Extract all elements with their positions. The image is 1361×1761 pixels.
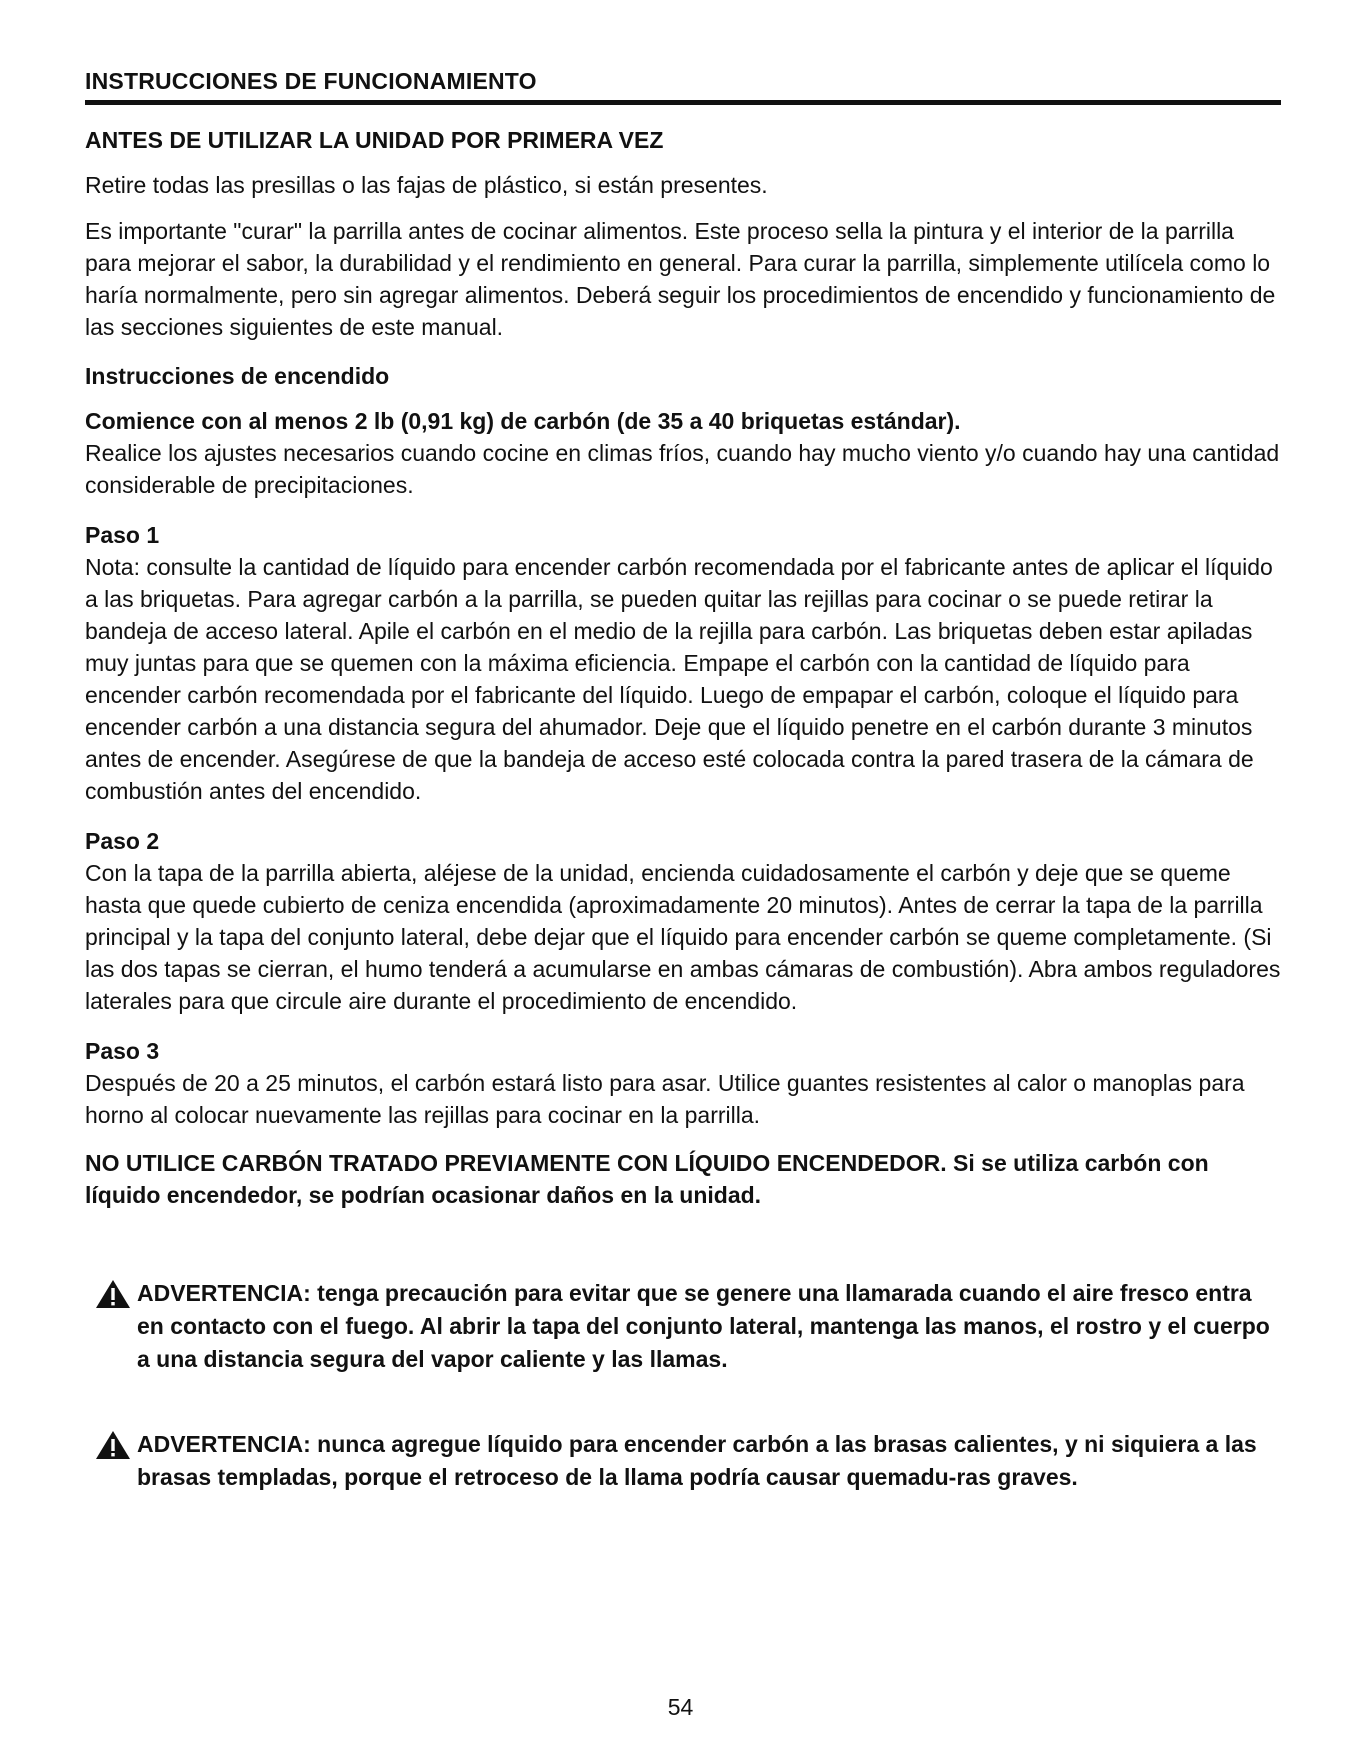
- document-page: [85, 68, 1281, 1494]
- ignition-title: Instrucciones de encendido: [85, 363, 390, 389]
- step-2-title: Paso 2: [85, 828, 160, 854]
- section-title: ANTES DE UTILIZAR LA UNIDAD POR PRIMERA VEZ: [85, 127, 664, 153]
- page-header: INSTRUCCIONES DE FUNCIONAMIENTO: [85, 68, 537, 94]
- section-paragraph-2: Es importante "curar" la parrilla antes de cocinar alimentos. Este proceso sella la pintura y el interior de la parrilla para mejorar el sabor, la durabilidad y el rendimiento en general. Para curar la parrilla, simplemente utilícela como lo haría normalmente, pero sin agregar alimentos. Deberá seguir los procedimientos de encendido y funcionamiento de las secciones siguientes de este manual.: [85, 218, 1276, 340]
- warning-1-text: ADVERTENCIA: tenga precaución para evitar que se genere una llamarada cuando el aire fresco entra en contacto con el fuego. Al abrir la tapa del conjunto lateral, mantenga las manos, el rostro y el cuerpo a una distancia segura del vapor caliente y las llamas.: [137, 1280, 1270, 1372]
- step-3-title: Paso 3: [85, 1038, 160, 1064]
- warning-triangle-icon: [95, 1279, 131, 1309]
- step-3-text: Después de 20 a 25 minutos, el carbón estará listo para asar. Utilice guantes resistentes al calor o manoplas para horno al colocar nuevamente las rejillas para cocinar en la parrilla.: [85, 1070, 1245, 1128]
- step-1-text: Nota: consulte la cantidad de líquido para encender carbón recomendada por el fabricante antes de aplicar el líquido a las briquetas. Para agregar carbón a la parrilla, se pueden quitar las rejillas para cocinar o se puede retirar la bandeja de acceso lateral. Apile el carbón en el medio de la rejilla para carbón. Las briquetas deben estar apiladas muy juntas para que se quemen con la máxima eficiencia. Empape el carbón con la cantidad de líquido para encender carbón recomendada por el fabricante del líquido. Luego de empapar el carbón, coloque el líquido para encender carbón a una distancia segura del ahumador. Deje que el líquido penetre en el carbón durante 3 minutos antes de encender. Asegúrese de que la bandeja de acceso esté colocada contra la pared trasera de la cámara de combustión antes del encendido.: [85, 554, 1273, 804]
- section-paragraph-1: Retire todas las presillas o las fajas de plástico, si están presentes.: [85, 172, 768, 198]
- step-2-text: Con la tapa de la parrilla abierta, aléjese de la unidad, encienda cuidadosamente el carbón y deje que se queme hasta que quede cubierto de ceniza encendida (aproximadamente 20 minutos). Antes de cerrar la tapa de la parrilla principal y la tapa del conjunto lateral, debe dejar que el líquido para encender carbón se queme completamente. (Si las dos tapas se cierran, el humo tenderá a acumularse en ambas cámaras de combustión). Abra ambos reguladores laterales para que circule aire durante el procedimiento de encendido.: [85, 860, 1281, 1014]
- ignition-bold-intro: Comience con al menos 2 lb (0,91 kg) de carbón (de 35 a 40 briquetas estándar).: [85, 408, 961, 434]
- step-1-title: Paso 1: [85, 522, 160, 548]
- header-rule: [85, 100, 1281, 105]
- warning-triangle-icon: [95, 1430, 131, 1460]
- warning-1: [85, 1277, 1281, 1376]
- ignition-intro: Realice los ajustes necesarios cuando cocine en climas fríos, cuando hay mucho viento y/o cuando hay una cantidad considerable de precipitaciones.: [85, 440, 1280, 498]
- charcoal-notice: NO UTILICE CARBÓN TRATADO PREVIAMENTE CON LÍQUIDO ENCENDEDOR. Si se utiliza carbón con líquido encendedor, se podrían ocasionar daños en la unidad.: [85, 1150, 1209, 1208]
- warning-2: [85, 1428, 1281, 1494]
- warning-2-text: ADVERTENCIA: nunca agregue líquido para encender carbón a las brasas calientes, y ni siquiera a las brasas templadas, porque el retroceso de la llama podría causar quemadu-ras graves.: [137, 1431, 1257, 1490]
- page-number: 54: [667, 1694, 694, 1720]
